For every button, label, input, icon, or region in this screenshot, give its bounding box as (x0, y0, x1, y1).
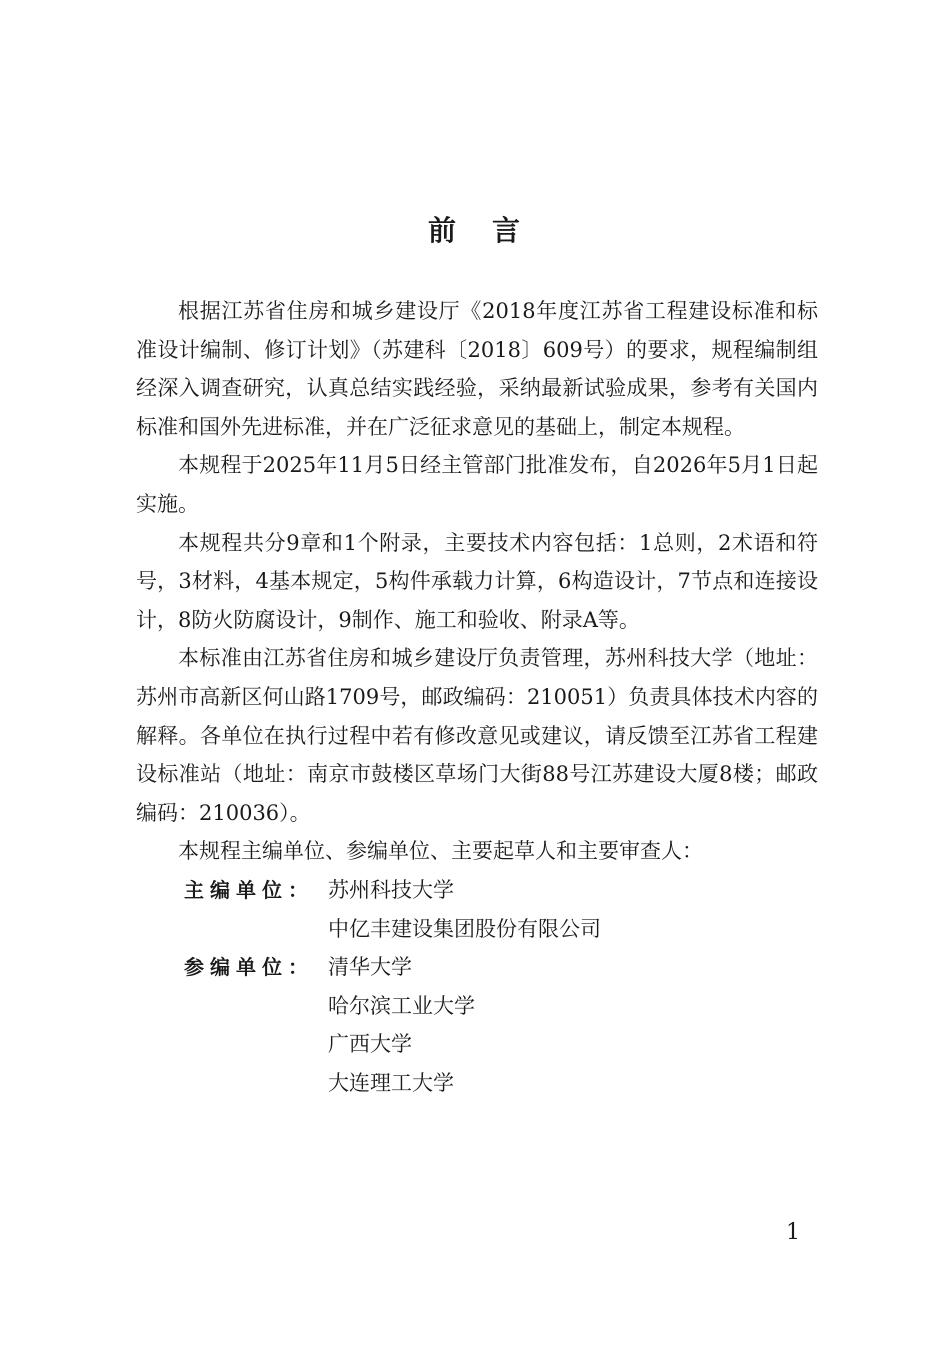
chief-units-row (136, 871, 818, 948)
title-char-2: 言 (492, 214, 523, 247)
paragraph-effective-date: 本规程于2025年11月5日经主管部门批准发布，自2026年5月1日起实施。 (136, 453, 818, 516)
participating-units-row (136, 948, 818, 1102)
paragraph-contents: 本规程共分9章和1个附录，主要技术内容包括：1总则，2术语和符号，3材料，4基本规定，5构件承载力计算，6构造设计，7节点和连接设计，8防火防腐设计，9制作、施工和验收、附录A等。 (136, 530, 818, 632)
paragraph-management: 本标准由江苏省住房和城乡建设厅负责管理，苏州科技大学（地址：苏州市高新区何山路1709号，邮政编码：210051）负责具体技术内容的解释。各单位在执行过程中若有修改意见或建议，请反馈至江苏省工程建设标准站（地址：南京市鼓楼区草场门大街88号江苏建设大厦8楼；邮政编码：210036）。 (136, 646, 818, 825)
participating-unit-name: 广西大学 (328, 1032, 412, 1057)
chief-units-label: 主编单位： (184, 877, 314, 902)
units-section (136, 871, 818, 1103)
chief-unit-name: 中亿丰建设集团股份有限公司 (328, 916, 601, 941)
page-title (0, 208, 950, 254)
paragraph-plan-basis: 根据江苏省住房和城乡建设厅《2018年度江苏省工程建设标准和标准设计编制、修订计划》（苏建科〔2018〕609号）的要求，规程编制组经深入调查研究，认真总结实践经验，采纳最新试验成果，参考有关国内标准和国外先进标准，并在广泛征求意见的基础上，制定本规程。 (136, 299, 818, 439)
participating-unit-name: 清华大学 (328, 955, 412, 980)
chief-units-list (328, 871, 601, 948)
participating-unit-name: 大连理工大学 (328, 1070, 454, 1095)
title-char-1: 前 (427, 214, 458, 247)
paragraph-units-intro: 本规程主编单位、参编单位、主要起草人和主要审查人： (178, 839, 703, 864)
page-number: 1 (786, 1220, 800, 1245)
participating-unit-name: 哈尔滨工业大学 (328, 993, 475, 1018)
participating-units-label: 参编单位： (184, 955, 314, 980)
foreword-body (136, 292, 818, 1102)
participating-units-list (328, 948, 475, 1102)
chief-unit-name: 苏州科技大学 (328, 877, 454, 902)
